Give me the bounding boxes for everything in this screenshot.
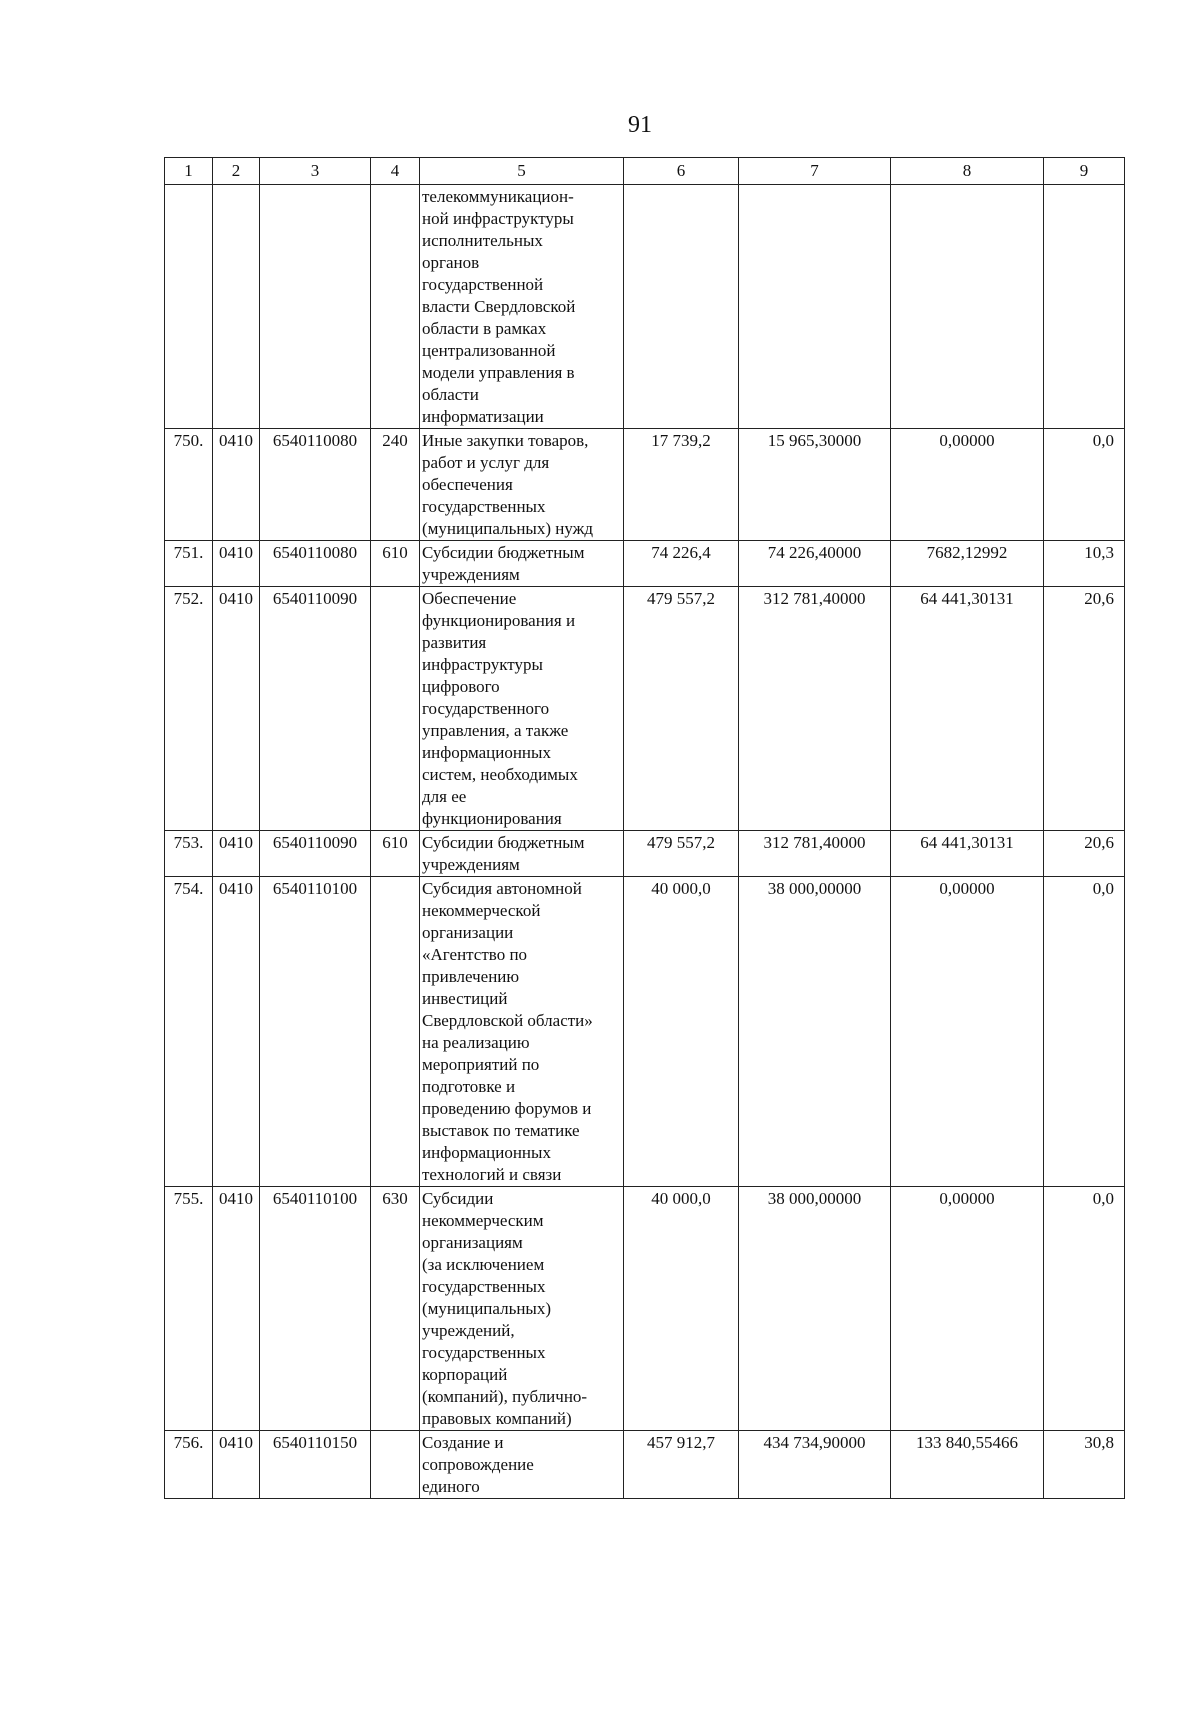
row-number-cell: 753. — [165, 831, 213, 877]
section-code-cell: 0410 — [213, 1187, 260, 1431]
approved-amount-cell: 38 000,00000 — [739, 1187, 891, 1431]
row-number-cell: 751. — [165, 541, 213, 587]
item-name-line: подготовке и — [422, 1077, 516, 1096]
plan-amount-cell: 40 000,0 — [624, 1187, 739, 1431]
plan-amount-cell: 479 557,2 — [624, 587, 739, 831]
approved-amount-cell: 38 000,00000 — [739, 877, 891, 1187]
approved-amount-cell: 312 781,40000 — [739, 587, 891, 831]
item-name-line: телекоммуникацион- — [422, 187, 574, 206]
target-code-cell: 6540110090 — [260, 587, 371, 831]
executed-amount-cell: 0,00000 — [891, 1187, 1044, 1431]
item-name-line: Субсидии бюджетным — [422, 833, 585, 852]
item-name-cell — [420, 831, 624, 877]
table-row — [165, 541, 1125, 587]
item-name-line: области — [422, 385, 479, 404]
item-name-cell — [420, 587, 624, 831]
column-header: 2 — [213, 158, 260, 185]
item-name-line: органов — [422, 253, 480, 272]
item-name-line: информационных — [422, 1143, 551, 1162]
item-name-line: развития — [422, 633, 487, 652]
item-name-line: систем, необходимых — [422, 765, 578, 784]
approved-amount-cell: 15 965,30000 — [739, 429, 891, 541]
target-code-cell: 6540110080 — [260, 541, 371, 587]
row-number-cell: 754. — [165, 877, 213, 1187]
item-name-line: корпораций — [422, 1365, 508, 1384]
executed-amount-cell: 64 441,30131 — [891, 831, 1044, 877]
percent-cell: 0,0 — [1044, 877, 1125, 1187]
item-name-line: Обеспечение — [422, 589, 517, 608]
item-name-line: государственной — [422, 275, 544, 294]
plan-amount-cell: 17 739,2 — [624, 429, 739, 541]
item-name-line: правовых компаний) — [422, 1409, 572, 1428]
item-name-line: обеспечения — [422, 475, 513, 494]
table-row — [165, 429, 1125, 541]
target-code-cell — [260, 185, 371, 429]
item-name-line: для ее — [422, 787, 467, 806]
expense-type-cell: 630 — [371, 1187, 420, 1431]
executed-amount-cell: 0,00000 — [891, 877, 1044, 1187]
page-number: 91 — [628, 112, 652, 138]
item-name-line: учреждениям — [422, 855, 520, 874]
row-number-cell: 756. — [165, 1431, 213, 1499]
item-name-line: технологий и связи — [422, 1165, 562, 1184]
item-name-line: информатизации — [422, 407, 544, 426]
approved-amount-cell — [739, 185, 891, 429]
budget-table — [164, 157, 1125, 1499]
item-name-line: единого — [422, 1477, 480, 1496]
expense-type-cell — [371, 185, 420, 429]
header-row — [165, 158, 1125, 185]
column-header: 5 — [420, 158, 624, 185]
item-name-line: Субсидии бюджетным — [422, 543, 585, 562]
expense-type-cell — [371, 877, 420, 1187]
target-code-cell: 6540110150 — [260, 1431, 371, 1499]
item-name-line: (муниципальных) — [422, 1299, 552, 1318]
item-name-line: государственных — [422, 497, 546, 516]
expense-type-cell: 240 — [371, 429, 420, 541]
plan-amount-cell — [624, 185, 739, 429]
item-name-cell — [420, 1187, 624, 1431]
row-number-cell: 755. — [165, 1187, 213, 1431]
table-row — [165, 1187, 1125, 1431]
item-name-line: проведению форумов и — [422, 1099, 592, 1118]
item-name-line: государственных — [422, 1277, 546, 1296]
item-name-line: на реализацию — [422, 1033, 530, 1052]
item-name-cell — [420, 877, 624, 1187]
table-row — [165, 877, 1125, 1187]
percent-cell: 30,8 — [1044, 1431, 1125, 1499]
item-name-cell — [420, 1431, 624, 1499]
plan-amount-cell: 479 557,2 — [624, 831, 739, 877]
item-name-line: управления, а также — [422, 721, 569, 740]
column-header: 7 — [739, 158, 891, 185]
section-code-cell: 0410 — [213, 429, 260, 541]
section-code-cell: 0410 — [213, 541, 260, 587]
column-header: 6 — [624, 158, 739, 185]
column-header: 9 — [1044, 158, 1125, 185]
item-name-line: Иные закупки товаров, — [422, 431, 589, 450]
item-name-line: «Агентство по — [422, 945, 528, 964]
executed-amount-cell: 64 441,30131 — [891, 587, 1044, 831]
item-name-line: инфраструктуры — [422, 655, 543, 674]
item-name-cell — [420, 429, 624, 541]
item-name-line: государственного — [422, 699, 550, 718]
plan-amount-cell: 74 226,4 — [624, 541, 739, 587]
executed-amount-cell: 7682,12992 — [891, 541, 1044, 587]
item-name-line: организации — [422, 923, 514, 942]
expense-type-cell — [371, 587, 420, 831]
table-row — [165, 185, 1125, 429]
item-name-line: (муниципальных) нужд — [422, 519, 594, 538]
target-code-cell: 6540110090 — [260, 831, 371, 877]
item-name-line: Субсидия автономной — [422, 879, 582, 898]
expense-type-cell: 610 — [371, 831, 420, 877]
item-name-line: Свердловской области» — [422, 1011, 593, 1030]
item-name-line: функционирования и — [422, 611, 576, 630]
item-name-line: информационных — [422, 743, 551, 762]
expense-type-cell: 610 — [371, 541, 420, 587]
item-name-line: учреждений, — [422, 1321, 515, 1340]
plan-amount-cell: 457 912,7 — [624, 1431, 739, 1499]
item-name-line: выставок по тематике — [422, 1121, 580, 1140]
item-name-line: ной инфраструктуры — [422, 209, 574, 228]
target-code-cell: 6540110100 — [260, 1187, 371, 1431]
section-code-cell: 0410 — [213, 1431, 260, 1499]
percent-cell: 10,3 — [1044, 541, 1125, 587]
item-name-line: сопровождение — [422, 1455, 534, 1474]
column-header: 3 — [260, 158, 371, 185]
item-name-line: функционирования — [422, 809, 562, 828]
item-name-line: некоммерческим — [422, 1211, 544, 1230]
expense-type-cell — [371, 1431, 420, 1499]
section-code-cell — [213, 185, 260, 429]
executed-amount-cell: 0,00000 — [891, 429, 1044, 541]
executed-amount-cell: 133 840,55466 — [891, 1431, 1044, 1499]
item-name-line: (за исключением — [422, 1255, 545, 1274]
item-name-cell — [420, 185, 624, 429]
target-code-cell: 6540110100 — [260, 877, 371, 1187]
section-code-cell: 0410 — [213, 831, 260, 877]
item-name-line: инвестиций — [422, 989, 508, 1008]
item-name-line: некоммерческой — [422, 901, 541, 920]
table-row — [165, 587, 1125, 831]
item-name-line: цифрового — [422, 677, 500, 696]
item-name-line: учреждениям — [422, 565, 520, 584]
approved-amount-cell: 74 226,40000 — [739, 541, 891, 587]
item-name-line: исполнительных — [422, 231, 543, 250]
item-name-line: власти Свердловской — [422, 297, 576, 316]
percent-cell: 0,0 — [1044, 429, 1125, 541]
item-name-line: Субсидии — [422, 1189, 494, 1208]
column-header: 4 — [371, 158, 420, 185]
item-name-line: Создание и — [422, 1433, 504, 1452]
approved-amount-cell: 434 734,90000 — [739, 1431, 891, 1499]
item-name-line: государственных — [422, 1343, 546, 1362]
row-number-cell — [165, 185, 213, 429]
table-row — [165, 1431, 1125, 1499]
approved-amount-cell: 312 781,40000 — [739, 831, 891, 877]
item-name-line: (компаний), публично- — [422, 1387, 588, 1406]
item-name-line: области в рамках — [422, 319, 547, 338]
target-code-cell: 6540110080 — [260, 429, 371, 541]
item-name-line: централизованной — [422, 341, 556, 360]
percent-cell — [1044, 185, 1125, 429]
column-header: 1 — [165, 158, 213, 185]
table-row — [165, 831, 1125, 877]
item-name-line: работ и услуг для — [422, 453, 550, 472]
row-number-cell: 752. — [165, 587, 213, 831]
item-name-line: модели управления в — [422, 363, 575, 382]
item-name-line: мероприятий по — [422, 1055, 540, 1074]
item-name-line: привлечению — [422, 967, 520, 986]
section-code-cell: 0410 — [213, 587, 260, 831]
percent-cell: 0,0 — [1044, 1187, 1125, 1431]
item-name-line: организациям — [422, 1233, 523, 1252]
percent-cell: 20,6 — [1044, 831, 1125, 877]
executed-amount-cell — [891, 185, 1044, 429]
section-code-cell: 0410 — [213, 877, 260, 1187]
column-header: 8 — [891, 158, 1044, 185]
row-number-cell: 750. — [165, 429, 213, 541]
plan-amount-cell: 40 000,0 — [624, 877, 739, 1187]
percent-cell: 20,6 — [1044, 587, 1125, 831]
item-name-cell — [420, 541, 624, 587]
